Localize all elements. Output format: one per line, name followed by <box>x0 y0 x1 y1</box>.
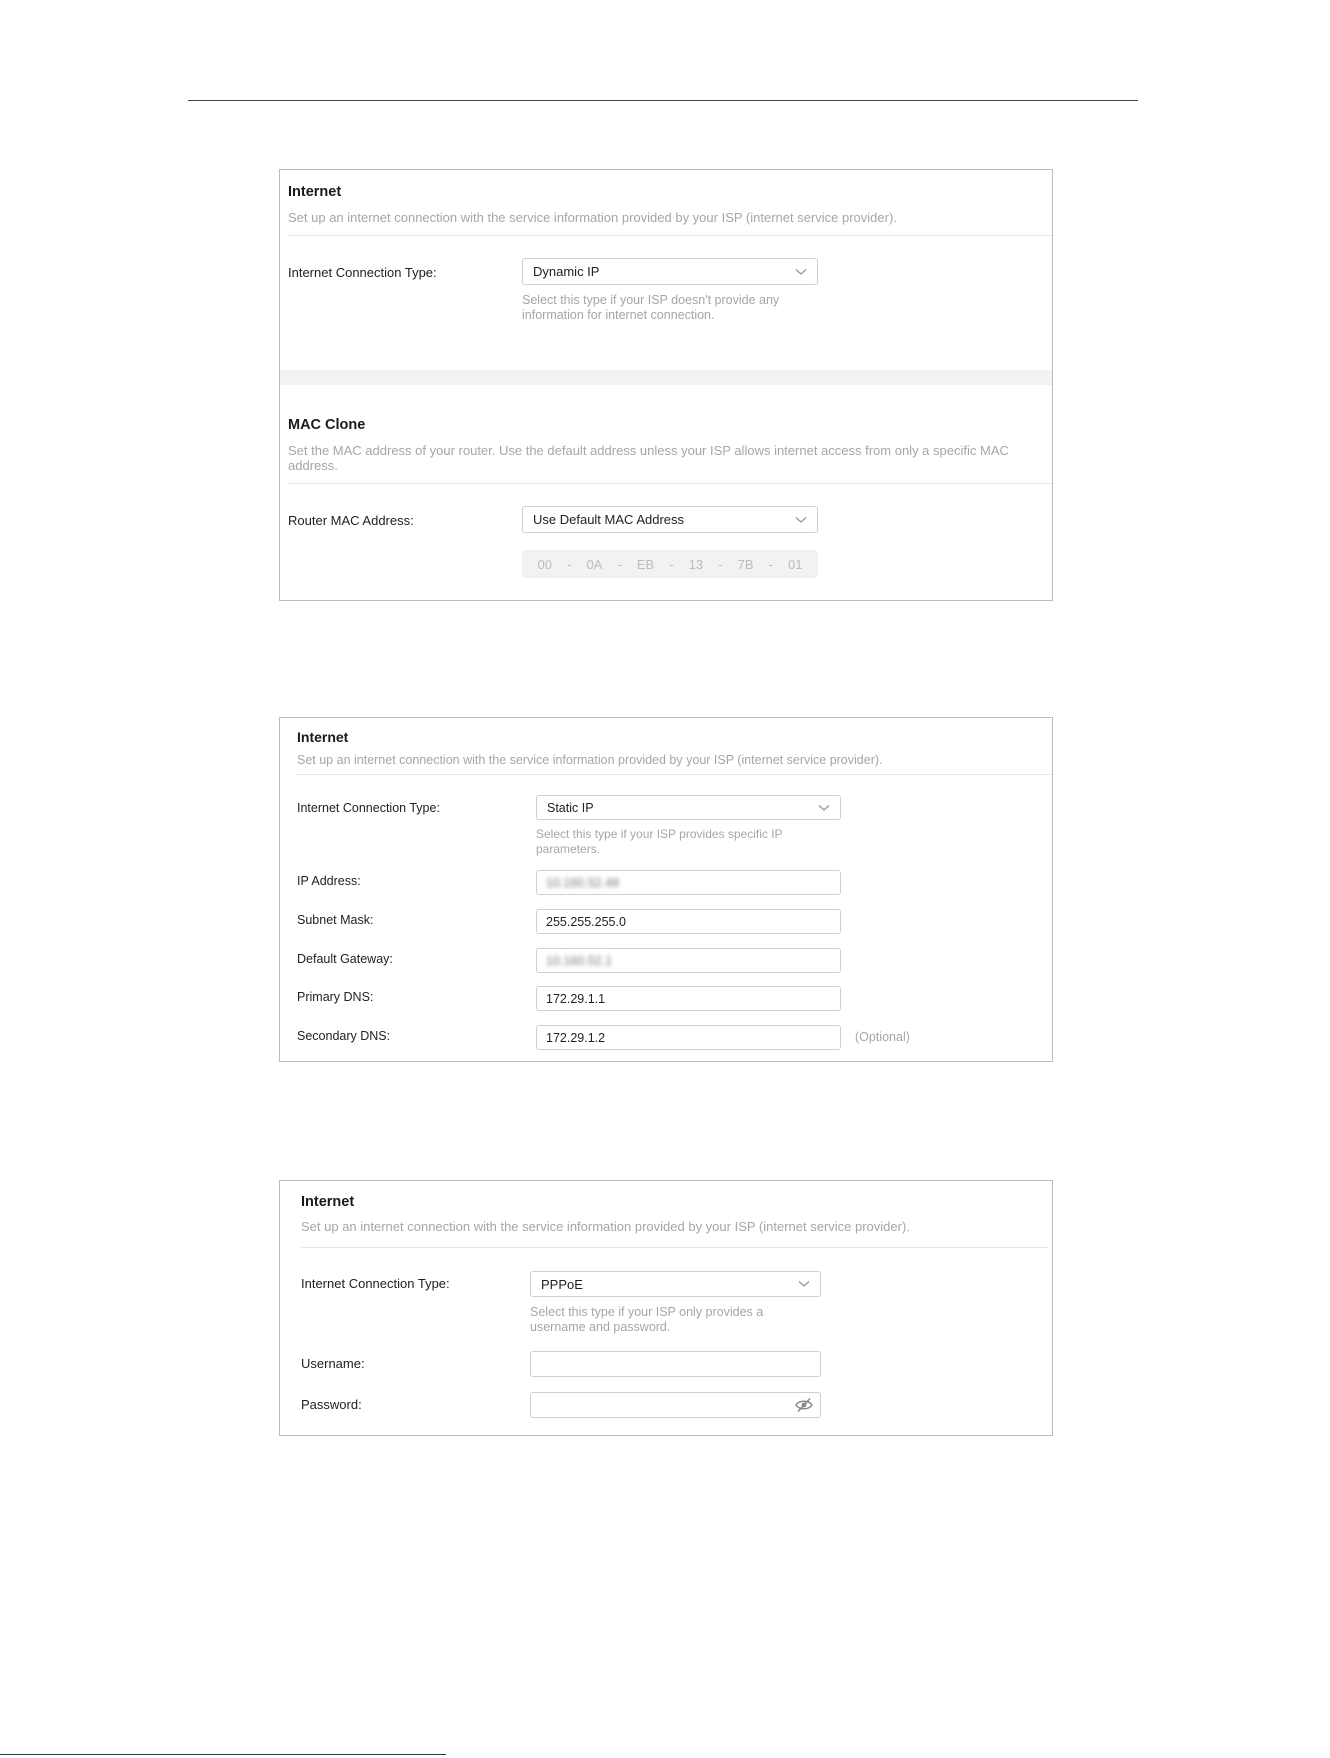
mac-separator: - <box>617 556 622 572</box>
internet-section-title: Internet <box>301 1194 355 1210</box>
mac-octet-5: 7B <box>737 556 754 572</box>
mac-octet-4: 13 <box>688 556 704 572</box>
internet-section-description: Set up an internet connection with the service information provided by your ISP (internet service provider). <box>301 1219 910 1234</box>
secondary-dns-value: 172.29.1.2 <box>546 1030 606 1045</box>
connection-type-select[interactable] <box>536 795 841 820</box>
section-separator-band <box>280 370 1052 385</box>
internet-section-description: Set up an internet connection with the service information provided by your ISP (internet service provider). <box>288 210 897 225</box>
mac-clone-title: MAC Clone <box>288 417 366 433</box>
connection-type-hint: Select this type if your ISP provides specific IP parameters. <box>536 827 783 856</box>
chevron-down-icon <box>795 516 807 524</box>
subnet-mask-value: 255.255.255.0 <box>546 914 626 929</box>
mac-octet-2: 0A <box>586 556 603 572</box>
router-mac-label: Router MAC Address: <box>288 513 414 528</box>
router-mac-value: Use Default MAC Address <box>533 512 685 527</box>
primary-dns-value: 172.29.1.1 <box>546 991 606 1006</box>
connection-type-select[interactable] <box>522 258 818 285</box>
ip-address-value: 10.160.52.49 <box>546 875 619 890</box>
section-divider <box>288 483 1052 484</box>
ip-address-input[interactable] <box>536 870 841 895</box>
connection-type-label: Internet Connection Type: <box>297 801 440 815</box>
chevron-down-icon <box>818 804 830 812</box>
primary-dns-label: Primary DNS: <box>297 990 374 1004</box>
section-divider <box>301 1247 1048 1248</box>
password-label: Password: <box>301 1397 362 1412</box>
default-gateway-label: Default Gateway: <box>297 952 393 966</box>
mac-separator: - <box>567 556 572 572</box>
internet-section-title: Internet <box>288 184 342 200</box>
password-input[interactable] <box>530 1392 821 1418</box>
internet-panel-pppoe <box>279 1180 1053 1436</box>
internet-panel-dynamic-ip <box>279 169 1053 601</box>
page-footer-rule <box>0 1754 446 1755</box>
mac-octet-1: 00 <box>537 556 552 572</box>
connection-type-select[interactable] <box>530 1271 821 1297</box>
username-input[interactable] <box>530 1351 821 1377</box>
chevron-down-icon <box>795 268 807 276</box>
eye-slash-icon[interactable] <box>794 1397 814 1413</box>
mac-separator: - <box>718 556 723 572</box>
mac-clone-description: Set the MAC address of your router. Use the default address unless your ISP allows internet access from only a specific MAC address. <box>288 443 1009 473</box>
internet-panel-static-ip <box>279 717 1053 1062</box>
primary-dns-input[interactable] <box>536 986 841 1011</box>
chevron-down-icon <box>798 1280 810 1288</box>
connection-type-value: Dynamic IP <box>533 264 600 279</box>
router-mac-select[interactable] <box>522 506 818 533</box>
section-divider <box>288 235 1052 236</box>
subnet-mask-label: Subnet Mask: <box>297 913 374 927</box>
subnet-mask-input[interactable] <box>536 909 841 934</box>
connection-type-label: Internet Connection Type: <box>301 1276 450 1291</box>
internet-section-description: Set up an internet connection with the service information provided by your ISP (internet service provider). <box>297 753 883 767</box>
page-top-rule <box>188 100 1138 101</box>
mac-address-display <box>522 550 818 578</box>
mac-separator: - <box>768 556 773 572</box>
mac-octet-3: EB <box>636 556 655 572</box>
secondary-dns-input[interactable] <box>536 1025 841 1050</box>
connection-type-value: PPPoE <box>541 1276 583 1292</box>
internet-section-title: Internet <box>297 729 349 745</box>
connection-type-label: Internet Connection Type: <box>288 265 437 280</box>
username-label: Username: <box>301 1356 365 1371</box>
connection-type-value: Static IP <box>547 800 594 815</box>
ip-address-label: IP Address: <box>297 874 361 888</box>
default-gateway-input[interactable] <box>536 948 841 973</box>
connection-type-hint: Select this type if your ISP doesn't provide any information for internet connection. <box>522 293 780 322</box>
mac-separator: - <box>669 556 674 572</box>
default-gateway-value: 10.160.52.1 <box>546 953 613 968</box>
mac-octet-6: 01 <box>787 556 803 572</box>
connection-type-hint: Select this type if your ISP only provides a username and password. <box>530 1305 764 1334</box>
secondary-dns-label: Secondary DNS: <box>297 1029 391 1043</box>
optional-label: (Optional) <box>855 1030 910 1044</box>
section-divider <box>297 774 1052 775</box>
